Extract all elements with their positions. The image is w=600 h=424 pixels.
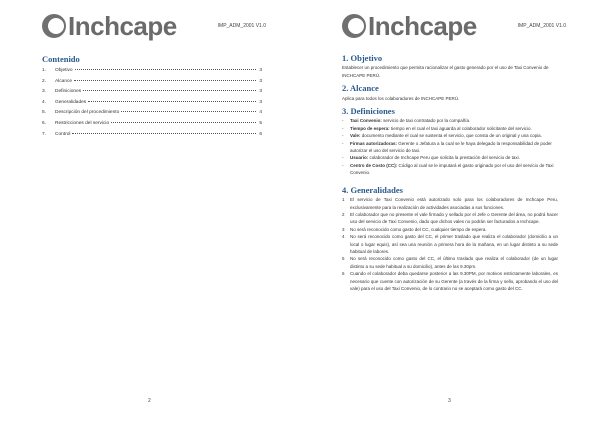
toc-entry-label: Control	[55, 131, 71, 137]
definition-text: tiempo en el cual el taxi aguarda al colaborador solicitante del servicio.	[389, 125, 532, 131]
generalidad-text: El servicio de Taxi Convenio está autorizado solo para los colaboradores de Inchcape Peru, exclusivamente para la realización de actividades asociadas a sus funciones.	[350, 197, 558, 210]
definition-text: colaborador de Inchcape Peru que solicita la prestación del servicio de taxi.	[368, 155, 520, 161]
section-title: 3. Definiciones	[342, 106, 395, 117]
toc-entry-page: 3	[259, 99, 262, 105]
definition-term: Firmas autorizadoras:	[350, 140, 398, 146]
generalidad-item	[342, 211, 558, 226]
doc-code: IMP_ADM_2001 V1.0	[217, 23, 266, 29]
definition-term: Centro de Costo (CC):	[350, 162, 398, 168]
toc-entry-label: Objetivo	[55, 68, 73, 73]
definition-term: Vale:	[350, 133, 361, 139]
generalidad-number: 6	[342, 271, 345, 277]
section-text: Aplica para todos los colaboradores de INCHCAPE PERÚ.	[342, 95, 460, 101]
section-text: Establecer un procedimiento que permita racionalizar el gasto generado por el uso de Taxi Convenio de INCHCAPE PERÚ.	[342, 65, 549, 78]
toc-leader-dots	[74, 80, 256, 81]
toc-entry[interactable]	[42, 79, 262, 90]
toc-entry-number: 6.	[42, 120, 47, 126]
definition-item	[342, 132, 558, 139]
toc-entry-number: 3.	[42, 89, 47, 95]
generalidad-item	[342, 270, 558, 292]
definition-term: Usuario:	[350, 155, 369, 161]
toc-entry-page: 3	[259, 89, 262, 95]
toc-entry-label: Restricciones del servicio	[55, 120, 110, 126]
section-title: 4. Generalidades	[342, 184, 403, 195]
toc-entry-label: Alcance	[55, 78, 73, 84]
section-alcance	[342, 85, 558, 102]
generalidad-number: 2	[342, 211, 345, 217]
page-right	[300, 0, 600, 424]
toc-leader-dots	[72, 133, 256, 134]
generalidad-item	[342, 196, 558, 211]
generalidad-text: No será reconocido como gasto del CC, el último traslado que realiza el colaborador (de un lugar distinto a su sede habitual a su domicilio), antes de las 9.30pm.	[350, 256, 558, 269]
generalidad-item	[342, 255, 558, 270]
toc-leader-dots	[83, 90, 256, 91]
section-generalidades	[342, 184, 558, 293]
table-of-contents	[42, 54, 262, 142]
toc-entry-number: 5.	[42, 110, 47, 116]
toc-leader-dots	[121, 111, 256, 112]
definition-text: Gerente o Jefatura a la cual se le haya delegado la responsabilidad de poder autorizar el uso del servicio de taxi.	[350, 140, 552, 154]
logo-mark-icon	[42, 14, 66, 38]
generalidad-text: El colaborador que no presente el vale firmado y sellado por el Jefe o Gerente del área, no podrá hacer uso del servicio de Taxi Convenio, dado que dichos vales no podrán ser facturados a Inchcape.	[350, 211, 558, 225]
toc-entry-label: Descripción del procedimiento	[55, 110, 120, 116]
toc-entry[interactable]	[42, 110, 262, 121]
definition-item	[342, 154, 558, 161]
toc-leader-dots	[75, 69, 256, 70]
toc-leader-dots	[111, 122, 256, 123]
toc-entry[interactable]	[42, 100, 262, 111]
definition-item	[342, 125, 558, 132]
definition-term: Tiempo de espera:	[350, 125, 390, 131]
logo-text: Inchcape	[368, 11, 477, 41]
generalidad-item	[342, 233, 558, 255]
logo-mark-icon	[342, 14, 366, 38]
generalidad-text: Cuando el colaborador deba quedarse posterior a las 9.30PM, por motivos estrictamente laborales, es necesario que cuente con autorización de su Gerente (a través de la firma y sello, aprobando el uso del vale) para el uso del Taxi Convenio, de lo contrario no se aceptará como gasto del CC.	[350, 271, 558, 291]
definition-text: Código al cual se le imputará el gasto originado por el uso del servicio de Taxi Convenio.	[350, 162, 554, 176]
toc-entry-page: 4	[259, 110, 262, 116]
generalidad-item	[342, 226, 558, 233]
toc-entry[interactable]	[42, 132, 262, 143]
toc-entry[interactable]	[42, 68, 262, 79]
page-number: 3	[448, 398, 451, 404]
generalidad-number: 3	[342, 226, 345, 232]
toc-entry-number: 1.	[42, 68, 47, 73]
generalidad-number: 1	[342, 197, 345, 203]
definition-item	[342, 140, 558, 155]
definition-text: servicio de taxi contratado por la compañía.	[381, 118, 471, 124]
generalidad-text: No será reconocido como gasto del CC, el primer traslado que realiza el colaborador (domicilio a un local o lugar equis), así sea una reunión a primera hora de la mañana, en un lugar distinto a su sede habitual de labores.	[350, 234, 558, 254]
toc-entry-number: 4.	[42, 99, 47, 105]
toc-entry-page: 5	[259, 120, 262, 126]
toc-entry-label: Definiciones	[55, 89, 82, 95]
inchcape-logo	[342, 11, 477, 41]
logo-text: Inchcape	[68, 11, 177, 41]
toc-entry-label: Generalidades	[55, 99, 87, 105]
toc-entry-number: 7.	[42, 131, 47, 137]
definition-text: documento mediante el cual se sustenta el servicio, que consta de un original y una copia.	[360, 133, 542, 139]
page-number: 2	[148, 398, 151, 404]
section-objetivo	[342, 55, 558, 79]
toc-leader-dots	[88, 101, 256, 102]
generalidad-number: 5	[342, 256, 345, 262]
inchcape-logo	[42, 11, 177, 41]
section-title: 2. Alcance	[342, 83, 379, 94]
definition-item	[342, 162, 558, 177]
toc-entry-number: 2.	[42, 78, 47, 84]
section-definiciones	[342, 108, 558, 177]
toc-entry-page: 3	[259, 68, 262, 73]
toc-entry-page: 3	[259, 78, 262, 84]
document-body	[342, 55, 558, 298]
toc-entry-page: 6	[259, 131, 262, 137]
definition-term: Taxi Convenio:	[350, 118, 382, 124]
doc-code: IMP_ADM_2001 V1.0	[517, 23, 566, 29]
generalidad-text: No será reconocido como gasto del CC, cualquier tiempo de espera.	[350, 226, 487, 232]
generalidad-number: 4	[342, 234, 345, 240]
toc-entry[interactable]	[42, 89, 262, 100]
section-title: 1. Objetivo	[342, 53, 383, 63]
toc-entry[interactable]	[42, 121, 262, 132]
definition-item	[342, 117, 558, 124]
generalidades-list	[342, 196, 558, 292]
definitions-list	[342, 117, 558, 176]
toc-title: Contenido	[42, 54, 80, 64]
